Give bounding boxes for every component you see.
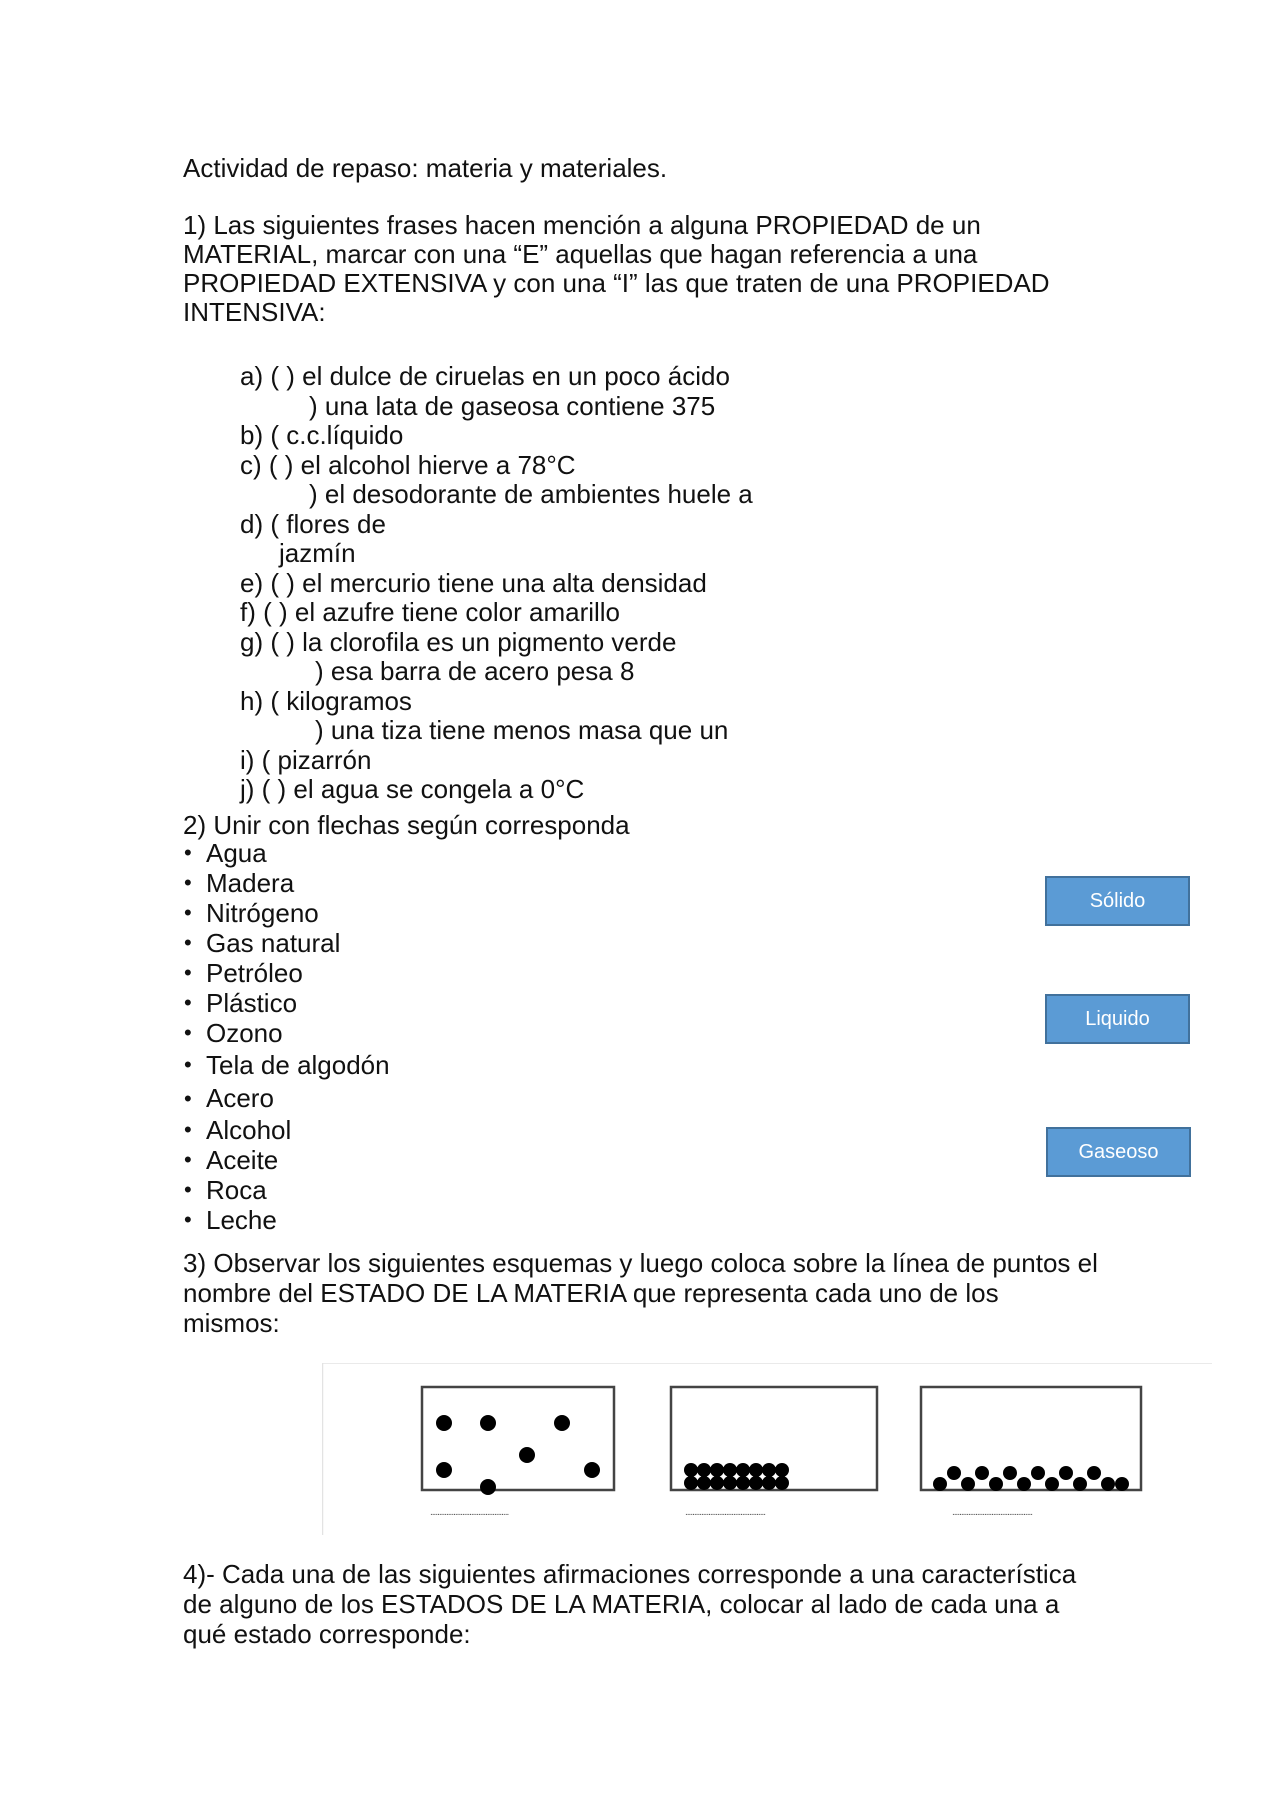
q3-line: 3) Observar los siguientes esquemas y luego coloca sobre la línea de puntos el (183, 1248, 1098, 1278)
list-item: • Agua (183, 838, 390, 868)
states-of-matter-diagram (322, 1363, 1212, 1535)
list-item: • Plástico (183, 988, 390, 1018)
state-box-solid: Sólido (1045, 876, 1190, 926)
answer-dotted-line[interactable]: ............................................ (430, 1507, 509, 1518)
question-1-text (183, 211, 1098, 327)
page-title: Actividad de repaso: materia y materiales. (183, 153, 668, 183)
list-item: • Petróleo (183, 958, 390, 988)
solid-scheme (671, 1387, 877, 1490)
solid-particle (710, 1463, 724, 1477)
answer-dotted-line[interactable]: ............................................. (952, 1507, 1033, 1518)
list-item: c) ( ) el alcohol hierve a 78°C (240, 449, 576, 480)
liquid-particle (1045, 1477, 1059, 1491)
list-item: j) ( ) el agua se congela a 0°C (240, 774, 585, 804)
gas-particle (436, 1415, 452, 1431)
q4-line: 4)- Cada una de las siguientes afirmaciones corresponde a una característica (183, 1559, 1077, 1589)
list-item: ) una tiza tiene menos masa que un (315, 715, 729, 745)
list-item: b) ( c.c.líquido (240, 420, 404, 450)
solid-particle (684, 1463, 698, 1477)
list-item: • Ozono (183, 1018, 390, 1048)
gas-particle (436, 1462, 452, 1478)
list-item: ) esa barra de acero pesa 8 (315, 656, 635, 686)
list-item: • Madera (183, 868, 390, 898)
solid-particle (762, 1463, 776, 1477)
liquid-particle (933, 1477, 947, 1491)
solid-particle (697, 1463, 711, 1477)
liquid-particle (1017, 1477, 1031, 1491)
liquid-particle (1087, 1466, 1101, 1480)
liquid-particle (947, 1466, 961, 1480)
list-item: • Acero (183, 1082, 390, 1115)
question-1-items (240, 362, 753, 805)
liquid-particle (1101, 1477, 1115, 1491)
state-box-gas: Gaseoso (1046, 1127, 1191, 1177)
liquid-particle (1073, 1477, 1087, 1491)
gas-container (422, 1387, 614, 1490)
q4-line: qué estado corresponde: (183, 1619, 471, 1649)
question-4-text (183, 1559, 1123, 1649)
solid-particle (775, 1463, 789, 1477)
answer-dotted-line[interactable]: ............................................. (685, 1507, 766, 1518)
q1-line: 1) Las siguientes frases hacen mención a alguna PROPIEDAD de un (183, 210, 981, 240)
solid-particle (697, 1476, 711, 1490)
list-item: e) ( ) el mercurio tiene una alta densidad (240, 567, 707, 598)
gas-particle (480, 1479, 496, 1495)
liquid-particle (975, 1466, 989, 1480)
list-item: • Alcohol (183, 1115, 390, 1145)
gas-particle (554, 1415, 570, 1431)
gas-particle (584, 1462, 600, 1478)
solid-particle (736, 1476, 750, 1490)
q4-line: de alguno de los ESTADOS DE LA MATERIA, colocar al lado de cada una a (183, 1589, 1060, 1619)
list-item: d) ( flores de (240, 508, 386, 539)
list-item: ) el desodorante de ambientes huele a (309, 479, 753, 509)
gas-particle (480, 1415, 496, 1431)
list-item: i) ( pizarrón (240, 744, 372, 775)
list-item: a) ( ) el dulce de ciruelas en un poco ácido (240, 361, 730, 391)
solid-particle (723, 1463, 737, 1477)
liquid-particle (989, 1477, 1003, 1491)
liquid-particle (961, 1477, 975, 1491)
solid-particle (710, 1476, 724, 1490)
q1-line: MATERIAL, marcar con una “E” aquellas que hagan referencia a una (183, 239, 978, 269)
solid-particle (684, 1476, 698, 1490)
materials-list (183, 838, 390, 1235)
solid-particle (723, 1476, 737, 1490)
list-item: jazmín (279, 538, 356, 568)
gas-scheme (422, 1387, 614, 1495)
list-item: • Roca (183, 1175, 390, 1205)
solid-particle (762, 1476, 776, 1490)
list-item: • Gas natural (183, 928, 390, 958)
question-3-text (183, 1248, 1123, 1338)
list-item: g) ( ) la clorofila es un pigmento verde (240, 626, 677, 657)
q1-line: PROPIEDAD EXTENSIVA y con una “I” las que traten de una PROPIEDAD (183, 268, 1050, 298)
list-item: h) ( kilogramos (240, 685, 412, 716)
liquid-particle (1115, 1477, 1129, 1491)
state-box-liquid: Liquido (1045, 994, 1190, 1044)
solid-particle (775, 1476, 789, 1490)
gas-particle (519, 1447, 535, 1463)
solid-particle (749, 1463, 763, 1477)
list-item: • Tela de algodón (183, 1048, 390, 1082)
liquid-particle (1031, 1466, 1045, 1480)
liquid-scheme (921, 1387, 1141, 1491)
list-item: • Nitrógeno (183, 898, 390, 928)
liquid-particle (1059, 1466, 1073, 1480)
list-item: • Aceite (183, 1145, 390, 1175)
list-item: • Leche (183, 1205, 390, 1235)
q3-line: nombre del ESTADO DE LA MATERIA que representa cada uno de los (183, 1278, 999, 1308)
q1-line: INTENSIVA: (183, 297, 326, 327)
solid-particle (736, 1463, 750, 1477)
list-item: ) una lata de gaseosa contiene 375 (309, 390, 716, 421)
solid-particle (749, 1476, 763, 1490)
liquid-particle (1003, 1466, 1017, 1480)
q3-line: mismos: (183, 1308, 280, 1338)
question-2-heading: 2) Unir con flechas según corresponda (183, 810, 630, 840)
list-item: f) ( ) el azufre tiene color amarillo (240, 597, 621, 627)
